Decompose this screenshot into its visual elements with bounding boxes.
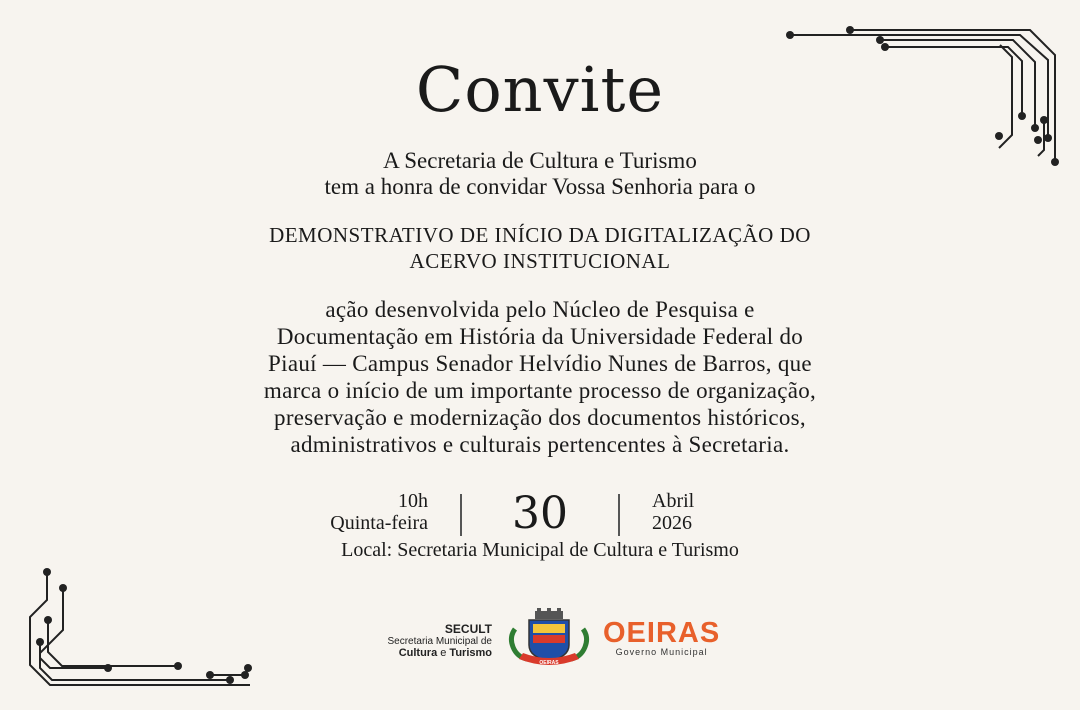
secult-line2: Cultura e Turismo	[398, 647, 492, 659]
oeiras-logo	[603, 619, 720, 657]
oeiras-subtitle: Governo Municipal	[615, 647, 708, 657]
description-line: administrativos e culturais pertencentes à Secretaria.	[290, 432, 790, 457]
event-line: DEMONSTRATIVO DE INÍCIO DA DIGITALIZAÇÃO DO	[269, 223, 811, 247]
crest-label: OEIRAS	[539, 660, 559, 666]
invitation-title: Convite	[415, 53, 665, 126]
logo-bar	[0, 605, 1080, 675]
event-description	[0, 296, 1080, 458]
description-line: preservação e modernização dos documentos históricos,	[274, 405, 806, 430]
description-line: ação desenvolvida pelo Núcleo de Pesquisa e	[325, 297, 755, 322]
date-time-weekday	[330, 490, 428, 534]
intro-line: A Secretaria de Cultura e Turismo	[383, 148, 697, 173]
event-year: 2026	[652, 512, 692, 534]
event-time: 10h	[398, 490, 428, 512]
secult-abbr: SECULT	[444, 622, 492, 636]
description-line: marca o início de um importante processo de organização,	[263, 378, 817, 403]
oeiras-brand: OEIRAS	[603, 617, 721, 649]
event-line: ACERVO INSTITUCIONAL	[409, 249, 671, 273]
invitation-intro	[0, 148, 1080, 200]
event-day: 30	[512, 488, 568, 539]
intro-line: tem a honra de convidar Vossa Senhoria para o	[324, 174, 756, 199]
date-month-year	[652, 490, 694, 534]
event-name	[0, 222, 1080, 274]
date-divider	[618, 494, 620, 536]
date-divider	[460, 494, 462, 536]
event-venue: Local: Secretaria Municipal de Cultura e Turismo	[341, 539, 739, 561]
event-date	[0, 490, 1080, 540]
oeiras-crest-icon	[505, 607, 593, 671]
secult-line1: Secretaria Municipal de	[387, 636, 492, 647]
event-month: Abril	[652, 490, 695, 512]
event-weekday: Quinta-feira	[330, 512, 428, 534]
secult-logo	[388, 623, 493, 659]
description-line: Piauí — Campus Senador Helvídio Nunes de Barros, que	[268, 351, 812, 376]
description-line: Documentação em História da Universidade Federal do	[276, 324, 804, 349]
